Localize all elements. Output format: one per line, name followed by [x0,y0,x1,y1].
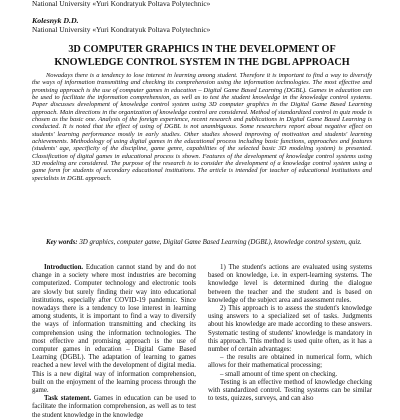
task-statement-paragraph [32,395,196,420]
abstract: Nowadays there is a tendency to lose interest in learning among student. Therefore it is important to find a way to diversify the ways of information transmitting and checking its comprehension using the information technologies. The most effective and promising approach is the use of computer games in education – Digital Game Based Learning (DGBL). Games in education can be used to facilitate the information comprehension, as well as to test the student knowledge in the knowledge control systems. Paper discusses development of knowledge control system using 3D computer graphics in the Digital Game Based Learning approach. Main directions in the organization of knowledge control are considered. Method of standardized control in quiz mode is chosen as the basic one. Analysis of the foreign experience, recent research and publications in Digital Game Based Learning is conducted. It is noted that the effect of using of DGBL is not unambiguous. Some researchers report about negative effect on students' learning performance mostly in early studies. Other studies showed improving of motivation and students' learning achievements. Methodology of using digital games in the educational process including basic functions, approaches and features (students' age, specificity of the discipline, game genre, capabilities of the selected basic 3D modeling system) is presented. Classification of digital games in educational process is shown. Features of the development of knowledge control systems using 3D modeling are considered. The purpose of the research is to consider the development of a knowledge control system using a game form for students of secondary educational institutions. The article is intended for teacher of educational institutions and specialists in DGBL approach. [32,72,372,182]
keywords [32,239,372,247]
keywords-text: 3D graphics, computer game, Digital Game Based Learning (DGBL), knowledge control system, quiz. [77,239,362,246]
task-statement-text: Games in education can be used to facilitate the information comprehension, as well as to test the student knowledge in the knowledge [32,395,196,419]
title-line-1: 3D COMPUTER GRAPHICS IN THE DEVELOPMENT OF [68,44,336,55]
testing-paragraph: Testing is an effective method of knowledge checking with standardized control. Testing systems can be similar to tests, quizzes, surveys, and can also [208,378,372,403]
right-column [208,264,372,403]
introduction-heading: Introduction. [44,264,84,271]
author-affiliation: National University «Yuri Kondratyuk Poltava Polytechnic» [32,25,211,34]
approach-2-paragraph: 2) This approach is to assess the student's knowledge using answers to a specialized set of tasks. Judgments about his knowledge are made according to these answers. Systematic testing of students' knowledge is mandatory in this approach. This method is used quite often, as it has a number of certain advantages: [208,305,372,354]
introduction-text: Education cannot stand by and do not change in a society where most industries are becoming computerized. Computer technology and electronic tools are slowly but surely finding their way into educational institutions, especially after COVID-19 pandemic. Since nowadays there is a tendency to lose interest in learning among students, it is important to find a way to diversify the ways of information transmitting and checking its comprehension using the information technologies. The most effective and promising approach is the use of computer games in education – Digital Game Based Learning (DGBL). The adaptation of learning to games reached a new level with the development of digital media. This is a new digital way of information comprehension, built on the enjoyment of the learning process through the game. [32,264,196,395]
top-affiliation: National University «Yuri Kondratyuk Poltava Polytechnic» [32,0,211,8]
task-statement-heading: Task statement. [44,395,92,403]
introduction-paragraph [32,264,196,395]
author-name: Kolesnyk D.D. [32,16,79,25]
paper-title [32,44,372,69]
advantage-2: – small amount of time spent on checking. [220,370,338,378]
advantage-1: – the results are obtained in numerical form, which allows for their mathematical processing; [208,354,372,370]
keywords-label: Key words: [46,239,78,246]
title-line-2: KNOWLEDGE CONTROL SYSTEM IN THE DGBL APPROACH [54,56,350,68]
approach-1-paragraph: 1) The student's actions are evaluated using systems based on knowledge, i.e. in expert-learning systems. The knowledge level is determined during the dialogue between the teacher and the student and is based on knowledge of the subject area and assessment rules. [208,264,372,304]
left-column [32,264,196,420]
